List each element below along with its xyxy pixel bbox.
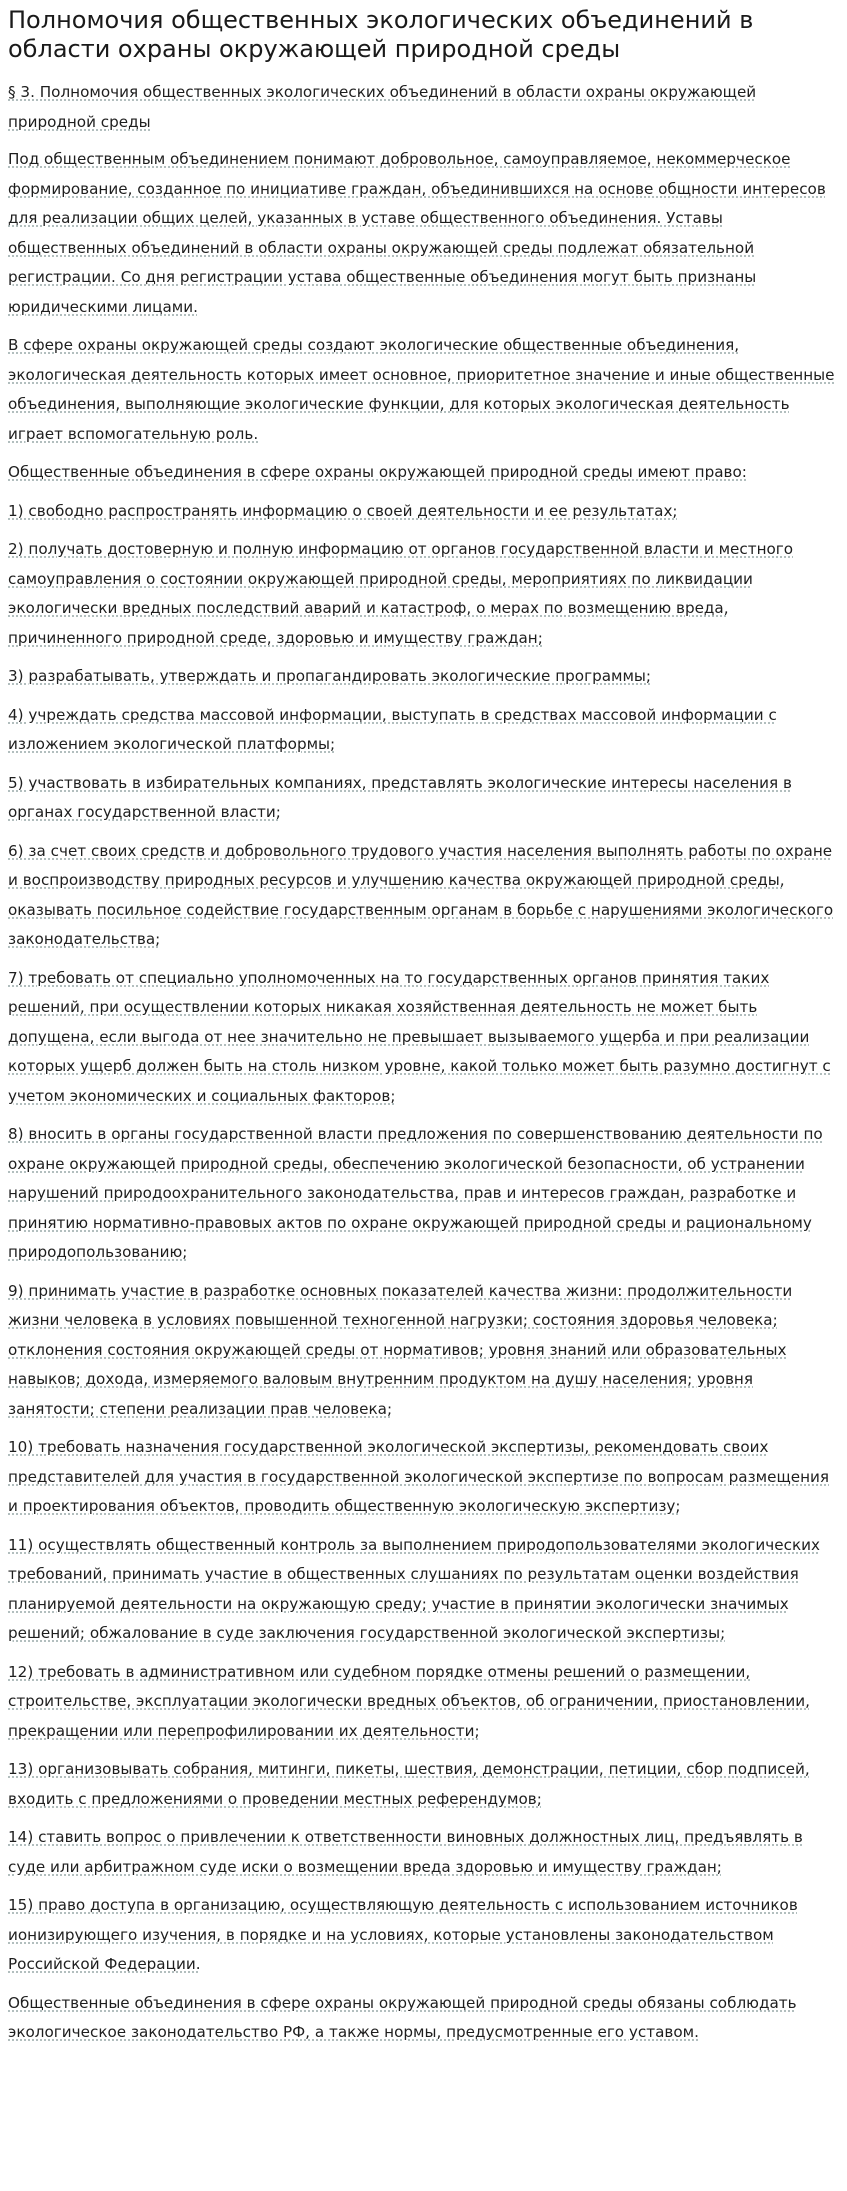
list-item-right-14: 14) ставить вопрос о привлечении к ответственности виновных должностных лиц, предъявлять в суде или арбитражном суде иски о возмещении вреда здоровью и имуществу граждан;: [8, 1828, 803, 1876]
section-heading: § 3. Полномочия общественных экологических объединений в области охраны окружающей природной среды: [8, 83, 757, 131]
list-item-right-6: 6) за счет своих средств и добровольного трудового участия населения выполнять работы по охране и воспроизводству природных ресурсов и улучшению качества окружающей природной среды, оказывать посильное содействие государственным органам в борьбе с нарушениями экологического законодательства;: [8, 841, 834, 948]
list-item-right-3: 3) разрабатывать, утверждать и пропагандировать экологические программы;: [8, 667, 652, 685]
list-item-right-13: 13) организовывать собрания, митинги, пикеты, шествия, демонстрации, петиции, сбор подписей, входить с предложениями о проведении местных референдумов;: [8, 1760, 810, 1808]
paragraph-obligations: Общественные объединения в сфере охраны окружающей природной среды обязаны соблюдать экологическое законодательство РФ, а также нормы, предусмотренные его уставом.: [8, 1993, 797, 2041]
paragraph-associations: В сфере охраны окружающей среды создают экологические общественные объединения, экологическая деятельность которых имеет основное, приоритетное значение и иные общественные объединения, выполняющие экологические функции, для которых экологическая деятельность играет вспомогательную роль.: [8, 336, 835, 443]
list-item-right-2: 2) получать достоверную и полную информацию от органов государственной власти и местного самоуправления о состоянии окружающей природной среды, мероприятиях по ликвидации экологически вредных последствий аварий и катастроф, о мерах по возмещению вреда, причиненного природной среде, здоровью и имуществу граждан;: [8, 540, 794, 647]
list-item-right-9: 9) принимать участие в разработке основных показателей качества жизни: продолжительности жизни человека в условиях повышенной техногенной нагрузки; состояния здоровья человека; отклонения состояния окружающей среды от нормативов; уровня знаний или образовательных навыков; дохода, измеряемого валовым внутренним продуктом на душу населения; уровня занятости; степени реализации прав человека;: [8, 1281, 793, 1418]
page-title: Полномочия общественных экологических объединений в области охраны окружающей природной среды: [8, 6, 754, 63]
list-item-right-1: 1) свободно распространять информацию о своей деятельности и ее результатах;: [8, 501, 678, 520]
list-item-right-8: 8) вносить в органы государственной власти предложения по совершенствованию деятельности по охране окружающей природной среды, обеспечению экологической безопасности, об устранении нарушений природоохранительного законодательства, прав и интересов граждан, разработке и принятию нормативно-правовых актов по охране окружающей природной среды и рациональному природопользованию;: [8, 1125, 823, 1261]
list-item-right-5: 5) участвовать в избирательных компаниях, представлять экологические интересы населения в органах государственной власти;: [8, 773, 792, 821]
list-item-right-11: 11) осуществлять общественный контроль за выполнением природопользователями экологических требований, принимать участие в общественных слушаниях по результатам оценки воздействия планируемой деятельности на окружающую среду; участие в принятии экологически значимых решений; обжалование в суде заключения государственной экологической экспертизы;: [8, 1535, 820, 1642]
paragraph-rights-intro: Общественные объединения в сфере охраны окружающей природной среды имеют право:: [8, 463, 747, 481]
list-item-right-7: 7) требовать от специально уполномоченных на то государственных органов принятия таких решений, при осуществлении которых никакая хозяйственная деятельность не может быть допущена, если выгода от нее значительно не превышает вызываемого ущерба и при реализации которых ущерб должен быть на столь низком уровне, какой только может быть разумно достигнут с учетом экономических и социальных факторов;: [8, 968, 831, 1105]
list-item-right-10: 10) требовать назначения государственной экологической экспертизы, рекомендовать своих представителей для участия в государственной экологической экспертизе по вопросам размещения и проектирования объектов, проводить общественную экологическую экспертизу;: [8, 1438, 830, 1515]
list-item-right-15: 15) право доступа в организацию, осуществляющую деятельность с использованием источников ионизирующего изучения, в порядке и на условиях, которые установлены законодательством Российской Федерации.: [8, 1896, 798, 1973]
paragraph-definition: Под общественным объединением понимают добровольное, самоуправляемое, некоммерческое формирование, созданное по инициативе граждан, объединившихся на основе общности интересов для реализации общих целей, указанных в уставе общественного объединения. Уставы общественных объединений в области охраны окружающей среды подлежат обязательной регистрации. Со дня регистрации устава общественные объединения могут быть признаны юридическими лицами.: [8, 150, 826, 316]
list-item-right-12: 12) требовать в административном или судебном порядке отмены решений о размещении, строительстве, эксплуатации экологически вредных объектов, об ограничении, приостановлении, прекращении или перепрофилировании их деятельности;: [8, 1662, 810, 1740]
list-item-right-4: 4) учреждать средства массовой информации, выступать в средствах массовой информации с изложением экологической платформы;: [8, 705, 777, 753]
